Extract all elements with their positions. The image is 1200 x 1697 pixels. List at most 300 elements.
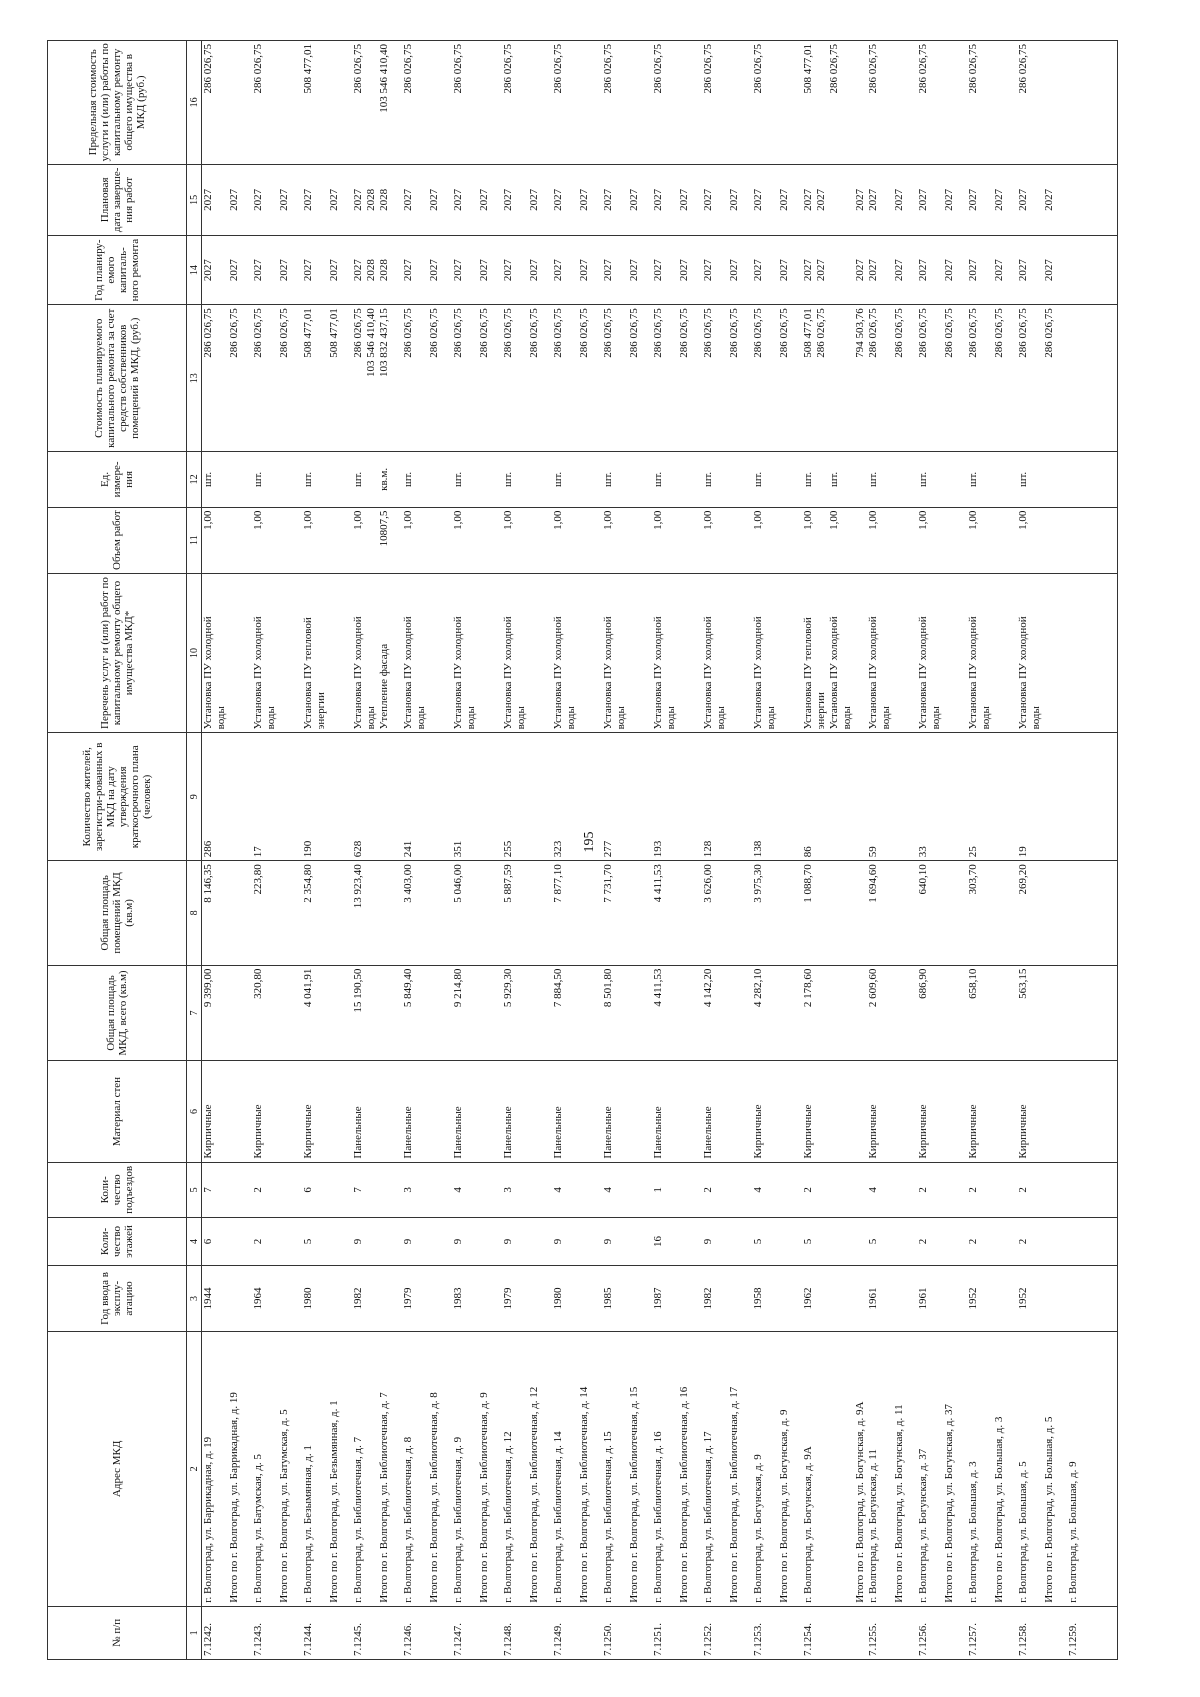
completion-date-cell xyxy=(202,164,253,235)
header-row xyxy=(48,41,187,1660)
repair-year-cell xyxy=(752,236,802,305)
completion-date-line: 2027 xyxy=(702,188,714,211)
residents-count: 277 xyxy=(602,733,652,861)
work-line: Установка ПУ холодной xyxy=(452,616,464,730)
completion-date-cell xyxy=(967,164,1017,235)
completion-date-line: 2027 xyxy=(778,188,790,211)
volume-value: 1,00 xyxy=(252,510,264,530)
wall-material: Панельные xyxy=(702,1061,752,1162)
repair-year-line: 2027 xyxy=(552,259,564,282)
cost-line: 286 026,75 xyxy=(228,308,240,358)
total-area xyxy=(1067,965,1118,1061)
unit-value: шт. xyxy=(867,471,879,488)
cost-cell xyxy=(302,305,352,452)
premises-area: 1 088,70 xyxy=(802,861,867,965)
entrances-count: 3 xyxy=(402,1162,452,1217)
cost-line: 286 026,75 xyxy=(893,308,905,358)
works-cell xyxy=(1017,573,1067,733)
repair-plan-table xyxy=(47,40,1118,1660)
cost-line: 508 477,01 xyxy=(328,308,340,358)
unit-value: шт. xyxy=(552,471,564,488)
repair-year-line xyxy=(1030,239,1043,301)
volume-value: 1,00 xyxy=(752,510,764,530)
repair-year-line: 2027 xyxy=(628,259,640,282)
address-cell xyxy=(352,1331,402,1606)
wall-material: Кирпичные xyxy=(302,1061,352,1162)
address-cell xyxy=(802,1331,867,1606)
address-cell xyxy=(752,1331,802,1606)
volume-value: 1,00 xyxy=(302,510,314,530)
completion-date-cell xyxy=(452,164,502,235)
unit-value: шт. xyxy=(1017,471,1029,488)
cost-line xyxy=(515,308,528,448)
repair-year-line: 2027 xyxy=(967,259,979,282)
floors-count: 6 xyxy=(202,1218,253,1266)
completion-date-line xyxy=(265,168,278,232)
repair-year-cell xyxy=(967,236,1017,305)
completion-date-line: 2027 xyxy=(867,188,879,211)
repair-year-cell xyxy=(502,236,552,305)
column-number: 15 xyxy=(187,164,202,235)
repair-year-line: 2027 xyxy=(428,259,440,282)
address-line xyxy=(930,1335,943,1603)
repair-year-line: 2027 xyxy=(802,259,814,282)
spacer xyxy=(815,455,828,503)
column-number: 13 xyxy=(187,305,202,452)
address-line: г. Волгоград, ул. Баррикадная, д. 19 xyxy=(202,1436,214,1603)
cost-line: 286 026,75 xyxy=(252,308,264,358)
work-line: воды xyxy=(841,706,853,730)
wall-material: Панельные xyxy=(552,1061,602,1162)
work-line: Установка ПУ холодной xyxy=(602,616,614,730)
repair-year-line xyxy=(841,239,854,301)
cost-line: 286 026,75 xyxy=(502,308,514,358)
repair-year-line: 2028 xyxy=(378,259,390,282)
cost-line: 286 026,75 xyxy=(943,308,955,358)
cost-line: 286 026,75 xyxy=(815,308,827,358)
spacer xyxy=(365,455,378,503)
column-number: 10 xyxy=(187,573,202,733)
work-line: Установка ПУ холодной xyxy=(752,616,764,730)
work-line: Установка ПУ холодной xyxy=(402,616,414,730)
cost-line: 286 026,75 xyxy=(1043,308,1055,358)
completion-date-cell xyxy=(1017,164,1067,235)
completion-date-line: 2027 xyxy=(528,188,540,211)
repair-year-cell xyxy=(1067,236,1118,305)
column-header: Объем работ xyxy=(48,507,187,573)
table-row xyxy=(1067,41,1118,1660)
address-line: г. Волгоград, ул. Библиотечная, д. 7 xyxy=(352,1436,364,1603)
repair-year-line: 2027 xyxy=(578,259,590,282)
premises-area: 3 975,30 xyxy=(752,861,802,965)
volume-cell xyxy=(652,507,702,573)
commission-year: 1944 xyxy=(202,1265,253,1331)
volume-cell xyxy=(302,507,352,573)
limit-cost-value: 286 026,75 xyxy=(202,44,214,94)
cost-cell xyxy=(202,305,253,452)
residents-count: 138 xyxy=(752,733,802,861)
completion-date-line: 2027 xyxy=(752,188,764,211)
residents-count: 628 xyxy=(352,733,402,861)
cost-line: 286 026,75 xyxy=(528,308,540,358)
floors-count: 2 xyxy=(967,1218,1017,1266)
completion-date-line xyxy=(980,168,993,232)
address-line: г. Волгоград, ул. Библиотечная, д. 12 xyxy=(502,1431,514,1603)
floors-count: 9 xyxy=(402,1218,452,1266)
residents-count: 25 xyxy=(967,733,1017,861)
unit-value: шт. xyxy=(828,471,840,488)
address-line: Итого по г. Волгоград, ул. Библиотечная, д. 7 xyxy=(378,1392,390,1603)
volume-value: 1,00 xyxy=(967,510,979,530)
repair-year-cell xyxy=(917,236,967,305)
address-line: Итого по г. Волгоград, ул. Богунская, д. 11 xyxy=(893,1404,905,1603)
unit-cell xyxy=(1017,452,1067,507)
address-line xyxy=(715,1335,728,1603)
repair-year-line xyxy=(715,239,728,301)
address-cell xyxy=(1067,1331,1118,1606)
repair-year-cell xyxy=(452,236,502,305)
column-header: Год планиру-емого капиталь-ного ремонта xyxy=(48,236,187,305)
repair-year-line: 2027 xyxy=(678,259,690,282)
cost-line: 286 026,75 xyxy=(552,308,564,358)
work-line: воды xyxy=(980,706,992,730)
unit-value: шт. xyxy=(402,471,414,488)
repair-year-cell xyxy=(252,236,302,305)
works-cell xyxy=(917,573,967,733)
completion-date-line: 2027 xyxy=(917,188,929,211)
row-number: 7.1251. xyxy=(652,1606,702,1659)
floors-count: 5 xyxy=(752,1218,802,1266)
residents-count: 19 xyxy=(1017,733,1067,861)
volume-value: 1,00 xyxy=(602,510,614,530)
repair-year-cell xyxy=(867,236,917,305)
unit-cell xyxy=(502,452,552,507)
column-header: Адрес МКД xyxy=(48,1331,187,1606)
spacer xyxy=(815,511,828,570)
work-line: Установка ПУ холодной xyxy=(867,616,879,730)
completion-date-line xyxy=(828,168,841,232)
wall-material: Кирпичные xyxy=(202,1061,253,1162)
floors-count: 5 xyxy=(302,1218,352,1266)
entrances-count: 6 xyxy=(302,1162,352,1217)
completion-date-line: 2027 xyxy=(428,188,440,211)
table-row xyxy=(302,41,352,1660)
address-line: г. Волгоград, ул. Большая, д. 3 xyxy=(967,1461,979,1603)
completion-date-line: 2027 xyxy=(302,188,314,211)
column-header: Год ввода в эксплу-атацию xyxy=(48,1265,187,1331)
repair-year-line: 2027 xyxy=(528,259,540,282)
repair-year-cell xyxy=(652,236,702,305)
address-line: Итого по г. Волгоград, ул. Большая, д. 3 xyxy=(993,1416,1005,1603)
volume-cell xyxy=(867,507,917,573)
entrances-count: 4 xyxy=(552,1162,602,1217)
repair-year-line: 2027 xyxy=(917,259,929,282)
cost-line: 286 026,75 xyxy=(867,308,879,358)
residents-count: 59 xyxy=(867,733,917,861)
repair-year-line: 2027 xyxy=(1043,259,1055,282)
repair-year-line xyxy=(265,239,278,301)
page-number: 195 xyxy=(582,831,597,853)
row-number: 7.1255. xyxy=(867,1606,917,1659)
entrances-count xyxy=(1067,1162,1118,1217)
residents-count: 86 xyxy=(802,733,867,861)
works-cell xyxy=(502,573,552,733)
cost-line: 286 026,75 xyxy=(967,308,979,358)
completion-date-line: 2027 xyxy=(228,188,240,211)
cost-line xyxy=(665,308,678,448)
address-line: Итого по г. Волгоград, ул. Богунская, д. 9 xyxy=(778,1409,790,1603)
address-line xyxy=(1030,1335,1043,1603)
cost-cell xyxy=(452,305,502,452)
commission-year: 1952 xyxy=(967,1265,1017,1331)
work-line: Установка ПУ холодной xyxy=(967,616,979,730)
cost-line xyxy=(765,308,778,448)
unit-cell xyxy=(302,452,352,507)
address-line xyxy=(665,1335,678,1603)
address-cell xyxy=(302,1331,352,1606)
unit-value: шт. xyxy=(752,471,764,488)
unit-value: шт. xyxy=(602,471,614,488)
volume-value: 1,00 xyxy=(702,510,714,530)
wall-material: Панельные xyxy=(452,1061,502,1162)
table-row xyxy=(352,41,402,1660)
column-number: 7 xyxy=(187,965,202,1061)
cost-line: 286 026,75 xyxy=(402,308,414,358)
address-cell xyxy=(867,1331,917,1606)
completion-date-cell xyxy=(652,164,702,235)
completion-date-cell xyxy=(402,164,452,235)
cost-line: 286 026,75 xyxy=(478,308,490,358)
wall-material: Кирпичные xyxy=(867,1061,917,1162)
limit-cost-cell xyxy=(502,41,552,165)
wall-material xyxy=(1067,1061,1118,1162)
table-row xyxy=(602,41,652,1660)
floors-count: 9 xyxy=(552,1218,602,1266)
works-cell xyxy=(302,573,352,733)
address-cell xyxy=(502,1331,552,1606)
volume-value: 1,00 xyxy=(917,510,929,530)
address-line xyxy=(765,1335,778,1603)
entrances-count: 2 xyxy=(917,1162,967,1217)
unit-cell xyxy=(602,452,652,507)
spacer xyxy=(815,44,828,161)
work-line: воды xyxy=(715,706,727,730)
unit-value: шт. xyxy=(702,471,714,488)
address-cell xyxy=(452,1331,502,1606)
unit-cell xyxy=(867,452,917,507)
entrances-count: 2 xyxy=(702,1162,752,1217)
limit-cost-cell xyxy=(917,41,967,165)
completion-date-cell xyxy=(252,164,302,235)
completion-date-cell xyxy=(752,164,802,235)
completion-date-line: 2027 xyxy=(652,188,664,211)
residents-count: 190 xyxy=(302,733,352,861)
row-number: 7.1252. xyxy=(702,1606,752,1659)
completion-date-line xyxy=(665,168,678,232)
works-cell xyxy=(452,573,502,733)
premises-area: 269,20 xyxy=(1017,861,1067,965)
commission-year: 1985 xyxy=(602,1265,652,1331)
address-line: Итого по г. Волгоград, ул. Библиотечная, д. 17 xyxy=(728,1386,740,1603)
commission-year: 1980 xyxy=(302,1265,352,1331)
cost-line: 794 503,76 xyxy=(854,308,866,358)
address-line: г. Волгоград, ул. Большая, д. 5 xyxy=(1017,1461,1029,1603)
table-row xyxy=(1017,41,1067,1660)
work-line: воды xyxy=(565,706,577,730)
residents-count: 241 xyxy=(402,733,452,861)
table-row xyxy=(402,41,452,1660)
limit-cost-value: 103 546 410,40 xyxy=(378,44,390,113)
address-line: г. Волгоград, ул. Богунская, д. 37 xyxy=(917,1448,929,1603)
works-cell xyxy=(967,573,1017,733)
limit-cost-cell xyxy=(602,41,652,165)
premises-area: 5 046,00 xyxy=(452,861,502,965)
repair-year-line xyxy=(980,239,993,301)
entrances-count: 2 xyxy=(252,1162,302,1217)
column-number: 4 xyxy=(187,1218,202,1266)
table-row xyxy=(252,41,302,1660)
cost-line xyxy=(265,308,278,448)
work-line: Установка ПУ холодной xyxy=(202,616,214,730)
limit-cost-value: 286 026,75 xyxy=(352,44,364,94)
repair-year-line: 2027 xyxy=(867,259,879,282)
column-header: № п/п xyxy=(48,1606,187,1659)
completion-date-line xyxy=(415,168,428,232)
entrances-count: 7 xyxy=(202,1162,253,1217)
volume-value: 1,00 xyxy=(402,510,414,530)
works-cell xyxy=(867,573,917,733)
work-line: воды xyxy=(615,706,627,730)
total-area: 5 849,40 xyxy=(402,965,452,1061)
limit-cost-value: 286 026,75 xyxy=(967,44,979,94)
address-cell xyxy=(552,1331,602,1606)
floors-count: 2 xyxy=(1017,1218,1067,1266)
total-area: 2 178,60 xyxy=(802,965,867,1061)
limit-cost-cell xyxy=(702,41,752,165)
row-number: 7.1250. xyxy=(602,1606,652,1659)
completion-date-line: 2028 xyxy=(365,188,377,211)
cost-line xyxy=(415,308,428,448)
limit-cost-value: 286 026,75 xyxy=(917,44,929,94)
completion-date-line: 2027 xyxy=(502,188,514,211)
limit-cost-cell xyxy=(1017,41,1067,165)
completion-date-line: 2027 xyxy=(328,188,340,211)
limit-cost-value: 286 026,75 xyxy=(502,44,514,94)
work-line: Установка ПУ холодной xyxy=(1017,616,1029,730)
row-number: 7.1246. xyxy=(402,1606,452,1659)
address-line: г. Волгоград, ул. Библиотечная, д. 15 xyxy=(602,1431,614,1603)
residents-count: 17 xyxy=(252,733,302,861)
repair-year-line: 2028 xyxy=(365,259,377,282)
cost-line: 286 026,75 xyxy=(652,308,664,358)
completion-date-line: 2028 xyxy=(378,188,390,211)
address-cell xyxy=(252,1331,302,1606)
address-line: Итого по г. Волгоград, ул. Библиотечная, д. 14 xyxy=(578,1386,590,1603)
volume-cell xyxy=(502,507,552,573)
completion-date-line xyxy=(715,168,728,232)
column-number: 16 xyxy=(187,41,202,165)
floors-count: 9 xyxy=(352,1218,402,1266)
cost-line: 103 546 410,40 xyxy=(365,308,377,377)
repair-year-line: 2027 xyxy=(202,259,214,282)
address-line: г. Волгоград, ул. Библиотечная, д. 9 xyxy=(452,1436,464,1603)
repair-year-line xyxy=(465,239,478,301)
table-row xyxy=(752,41,802,1660)
repair-year-line: 2027 xyxy=(452,259,464,282)
limit-cost-value: 286 026,75 xyxy=(828,44,840,94)
cost-line: 286 026,75 xyxy=(752,308,764,358)
wall-material: Панельные xyxy=(502,1061,552,1162)
total-area: 4 041,91 xyxy=(302,965,352,1061)
residents-count: 33 xyxy=(917,733,967,861)
total-area: 5 929,30 xyxy=(502,965,552,1061)
work-line: Установка ПУ холодной xyxy=(652,616,664,730)
cost-line: 286 026,75 xyxy=(778,308,790,358)
repair-year-line: 2027 xyxy=(352,259,364,282)
floors-count: 16 xyxy=(652,1218,702,1266)
premises-area: 7 877,10 xyxy=(552,861,602,965)
repair-year-cell xyxy=(1017,236,1067,305)
cost-line: 286 026,75 xyxy=(578,308,590,358)
entrances-count: 1 xyxy=(652,1162,702,1217)
unit-value: шт. xyxy=(967,471,979,488)
completion-date-line: 2027 xyxy=(728,188,740,211)
column-header: Коли-чество подъездов xyxy=(48,1162,187,1217)
repair-year-line: 2027 xyxy=(1017,259,1029,282)
row-number: 7.1257. xyxy=(967,1606,1017,1659)
work-line: воды xyxy=(265,706,277,730)
address-line: Итого по г. Волгоград, ул. Батумская, д. 5 xyxy=(278,1409,290,1603)
volume-cell xyxy=(702,507,752,573)
completion-date-line xyxy=(841,168,854,232)
work-line: энергии xyxy=(815,692,827,730)
address-line: Итого по г. Волгоград, ул. Библиотечная, д. 15 xyxy=(628,1386,640,1603)
cost-line xyxy=(215,308,228,448)
commission-year: 1961 xyxy=(867,1265,917,1331)
commission-year: 1982 xyxy=(702,1265,752,1331)
address-line xyxy=(315,1335,328,1603)
total-area: 9 399,00 xyxy=(202,965,253,1061)
completion-date-line xyxy=(615,168,628,232)
spacer xyxy=(365,511,378,570)
column-header: Коли-чество этажей xyxy=(48,1218,187,1266)
repair-year-line xyxy=(415,239,428,301)
completion-date-line: 2027 xyxy=(1043,188,1055,211)
completion-date-line: 2027 xyxy=(943,188,955,211)
completion-date-line: 2027 xyxy=(678,188,690,211)
works-cell xyxy=(202,573,253,733)
cost-line xyxy=(841,308,854,448)
cost-line: 286 026,75 xyxy=(993,308,1005,358)
residents-count: 323 xyxy=(552,733,602,861)
limit-cost-value: 286 026,75 xyxy=(702,44,714,94)
unit-cell xyxy=(552,452,602,507)
volume-value: 1,00 xyxy=(452,510,464,530)
wall-material: Кирпичные xyxy=(967,1061,1017,1162)
completion-date-line xyxy=(930,168,943,232)
premises-area: 3 626,00 xyxy=(702,861,752,965)
row-number: 7.1248. xyxy=(502,1606,552,1659)
cost-line: 103 832 437,15 xyxy=(378,308,390,377)
limit-cost-value: 286 026,75 xyxy=(867,44,879,94)
repair-year-cell xyxy=(202,236,253,305)
row-number: 7.1243. xyxy=(252,1606,302,1659)
row-number: 7.1245. xyxy=(352,1606,402,1659)
work-line: Установка ПУ холодной xyxy=(252,616,264,730)
completion-date-cell xyxy=(802,164,867,235)
table-row xyxy=(452,41,502,1660)
floors-count: 9 xyxy=(602,1218,652,1266)
